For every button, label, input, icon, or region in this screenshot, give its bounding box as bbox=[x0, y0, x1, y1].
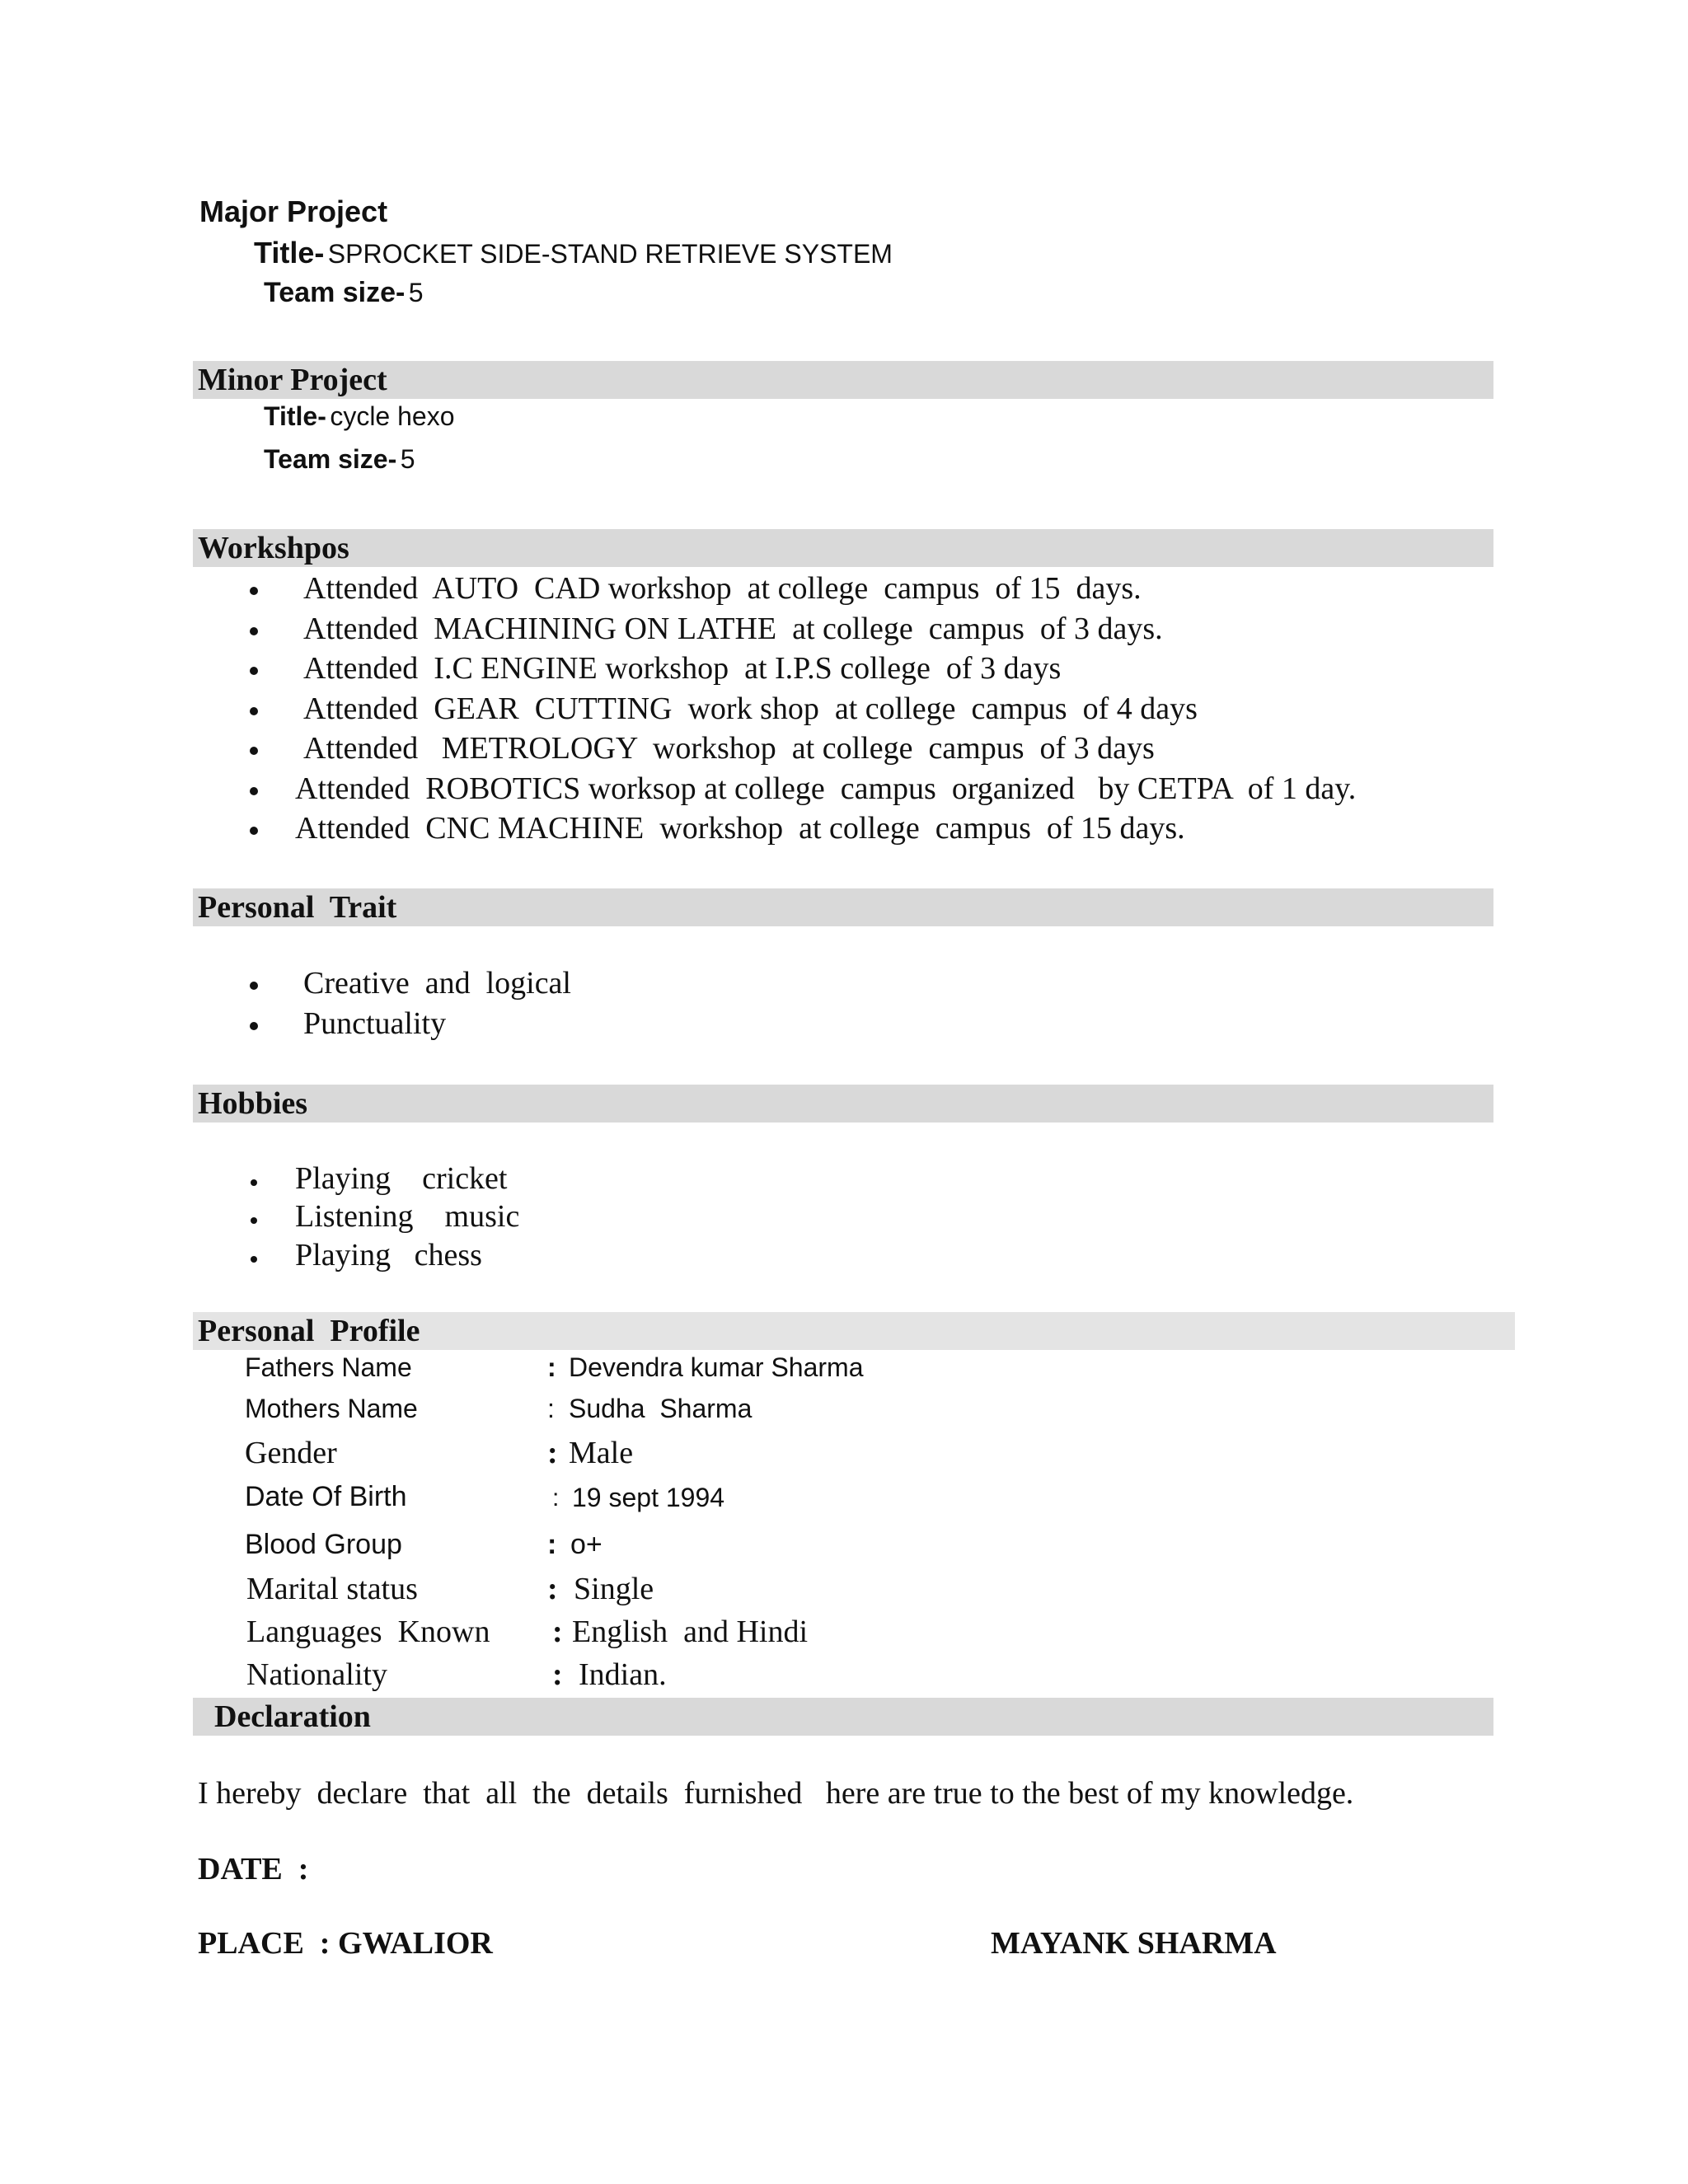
profile-separator: : bbox=[547, 1352, 556, 1382]
list-item: Attended GEAR CUTTING work shop at college campus of 4 days bbox=[303, 691, 1198, 726]
profile-value: o+ bbox=[570, 1529, 603, 1560]
profile-label: Date Of Birth bbox=[245, 1481, 407, 1512]
declaration-heading: Declaration bbox=[214, 1699, 371, 1734]
profile-separator: : bbox=[547, 1529, 557, 1560]
list-item: Punctuality bbox=[303, 1006, 447, 1041]
declaration-band bbox=[193, 1698, 1493, 1736]
profile-value: Devendra kumar Sharma bbox=[569, 1352, 864, 1382]
profile-value: Male bbox=[569, 1436, 634, 1470]
major-project-heading: Major Project bbox=[199, 194, 388, 228]
minor-project-team-row bbox=[264, 444, 415, 475]
list-item: Listening music bbox=[295, 1199, 520, 1234]
profile-separator: : bbox=[547, 1572, 558, 1606]
profile-label: Fathers Name bbox=[245, 1352, 412, 1382]
minor-project-title-label: Title- bbox=[264, 401, 326, 431]
list-item: Attended AUTO CAD workshop at college campus of 15 days. bbox=[303, 571, 1142, 606]
profile-value: Single bbox=[574, 1572, 654, 1606]
profile-separator: : bbox=[552, 1615, 563, 1649]
bullet-icon bbox=[250, 982, 258, 990]
profile-label: Languages Known bbox=[246, 1615, 490, 1649]
major-project-team-value: 5 bbox=[408, 278, 424, 307]
list-item: Attended MACHINING ON LATHE at college campus of 3 days. bbox=[303, 612, 1163, 646]
list-item: Attended METROLOGY workshop at college campus of 3 days bbox=[303, 731, 1155, 766]
minor-project-heading: Minor Project bbox=[198, 363, 387, 397]
bullet-icon bbox=[250, 587, 258, 595]
major-project-title-label: Title- bbox=[254, 236, 325, 269]
minor-project-team-label: Team size- bbox=[264, 444, 397, 474]
profile-label: Gender bbox=[245, 1436, 337, 1470]
minor-project-title-value: cycle hexo bbox=[330, 401, 455, 431]
declaration-text: I hereby declare that all the details furnished here are true to the best of my knowledge. bbox=[198, 1776, 1354, 1811]
signatory-name: MAYANK SHARMA bbox=[991, 1926, 1277, 1961]
profile-value: 19 sept 1994 bbox=[572, 1483, 725, 1512]
bullet-icon bbox=[251, 1179, 257, 1186]
profile-value: Sudha Sharma bbox=[569, 1394, 753, 1423]
minor-project-team-value: 5 bbox=[400, 444, 415, 474]
workshops-heading: Workshpos bbox=[198, 531, 349, 565]
major-project-team-label: Team size- bbox=[264, 277, 406, 308]
bullet-icon bbox=[251, 1217, 257, 1224]
profile-label: Blood Group bbox=[245, 1529, 402, 1560]
bullet-icon bbox=[250, 787, 258, 795]
list-item: Playing chess bbox=[295, 1238, 482, 1272]
minor-project-title-row bbox=[264, 401, 455, 432]
hobbies-heading: Hobbies bbox=[198, 1086, 308, 1121]
profile-value: Indian. bbox=[579, 1657, 667, 1692]
list-item: Creative and logical bbox=[303, 966, 571, 1001]
profile-separator: : bbox=[547, 1394, 555, 1423]
bullet-icon bbox=[250, 667, 258, 675]
personal-profile-heading: Personal Profile bbox=[198, 1314, 420, 1348]
workshops-band bbox=[193, 529, 1493, 567]
date-label: DATE : bbox=[198, 1852, 309, 1886]
list-item: Playing cricket bbox=[295, 1161, 508, 1196]
major-project-title-row bbox=[254, 236, 893, 270]
place-label: PLACE : GWALIOR bbox=[198, 1926, 493, 1961]
major-project-team-row bbox=[264, 277, 424, 309]
profile-value: English and Hindi bbox=[572, 1615, 809, 1649]
bullet-icon bbox=[250, 627, 258, 635]
bullet-icon bbox=[250, 827, 258, 835]
list-item: Attended I.C ENGINE workshop at I.P.S college of 3 days bbox=[303, 651, 1062, 686]
major-project-title-value: SPROCKET SIDE-STAND RETRIEVE SYSTEM bbox=[327, 239, 893, 269]
profile-separator: : bbox=[547, 1436, 558, 1470]
hobbies-band bbox=[193, 1085, 1493, 1122]
profile-separator: : bbox=[552, 1484, 560, 1511]
profile-label: Mothers Name bbox=[245, 1394, 418, 1423]
bullet-icon bbox=[250, 747, 258, 755]
minor-project-band bbox=[193, 361, 1493, 399]
profile-label: Marital status bbox=[246, 1572, 418, 1606]
profile-label: Nationality bbox=[246, 1657, 387, 1692]
profile-separator: : bbox=[552, 1657, 563, 1692]
bullet-icon bbox=[251, 1256, 257, 1263]
bullet-icon bbox=[250, 707, 258, 715]
personal-trait-heading: Personal Trait bbox=[198, 890, 397, 925]
bullet-icon bbox=[250, 1022, 258, 1030]
list-item: Attended CNC MACHINE workshop at college campus of 15 days. bbox=[295, 811, 1185, 846]
list-item: Attended ROBOTICS worksop at college campus organized by CETPA of 1 day. bbox=[295, 771, 1357, 806]
